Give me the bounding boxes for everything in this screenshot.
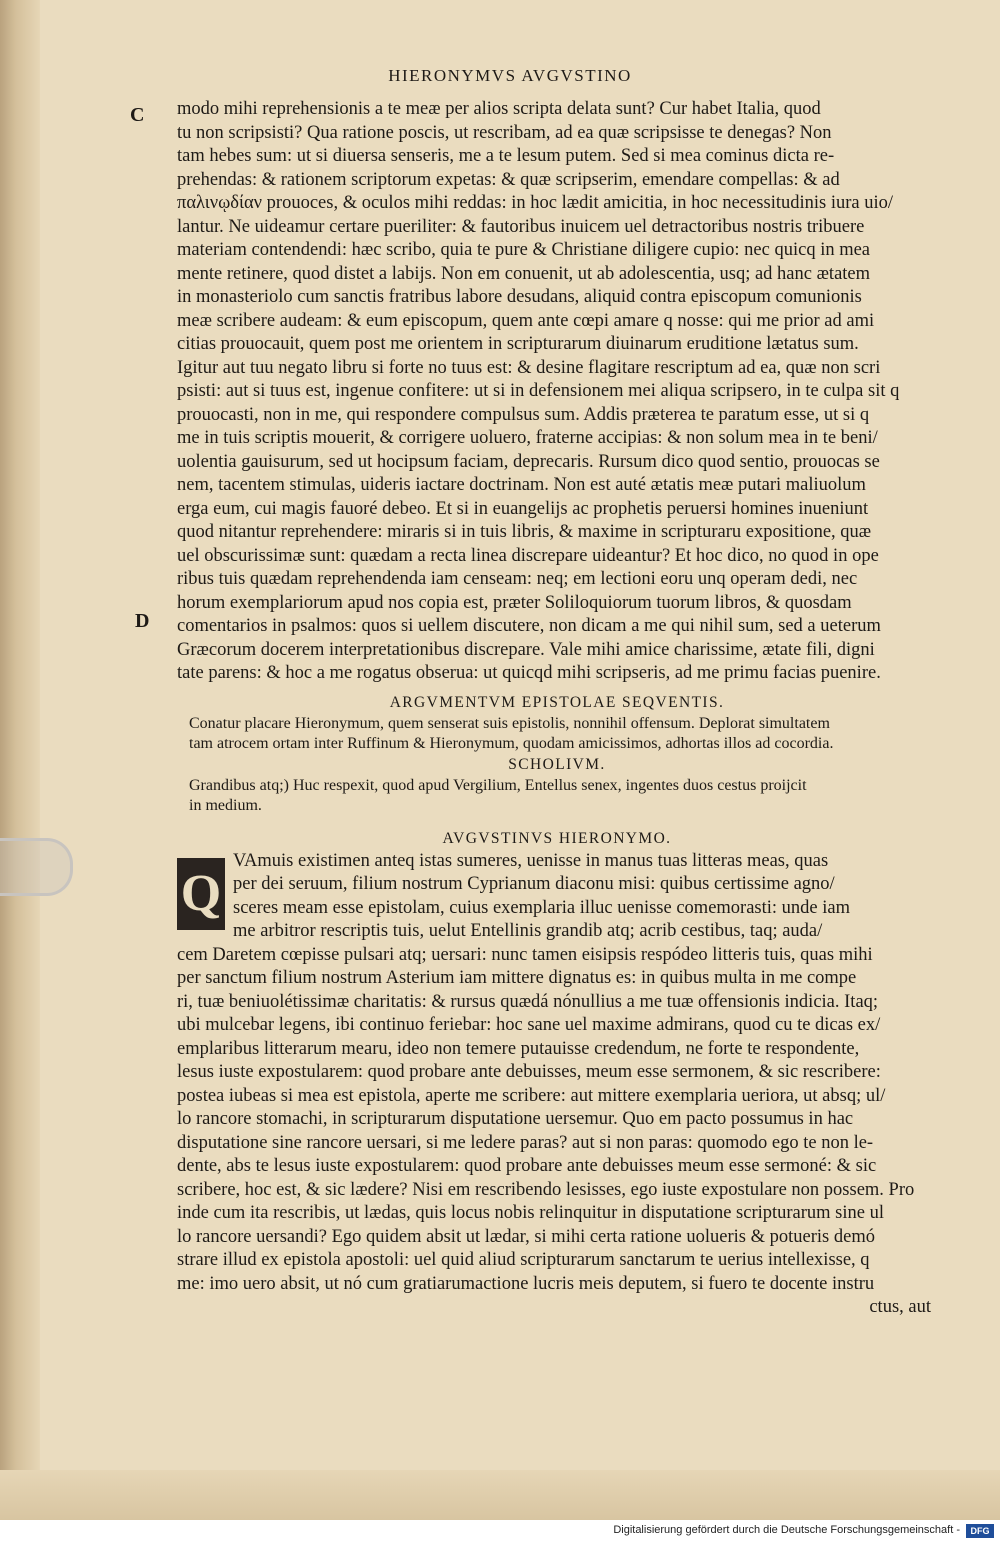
letter-line: postea iubeas si mea est epistola, aperte me scribere: aut mittere exemplaria ueriora, ut absq; ul/: [177, 1085, 886, 1106]
footer-bar: [0, 1520, 1000, 1543]
letter-line: ri, tuæ beniuolétissimæ charitatis: & rursus quædá nónullius a me tuæ offensionis indicia. Itaq;: [177, 991, 879, 1012]
letter-text: [177, 850, 937, 1297]
text-line: παλινῳδίαν prouoces, & oculos mihi reddas: in hoc lædit amicitia, in hoc necessitudinis iura uio/: [177, 193, 893, 213]
text-line: lantur. Ne uideamur certare pueriliter: & fautoribus inuicem uel detractoribus nostris tribuere: [177, 216, 865, 237]
letter-line: lesus iuste expostularem: quod probare ante debuisses, meum esse sermonem, & sic rescribere:: [177, 1062, 881, 1082]
page-gutter: [0, 0, 40, 1520]
running-head: HIERONYMVS AVGVSTINO: [388, 66, 632, 85]
scholium-line: Grandibus atq;) Huc respexit, quod apud Vergilium, Entellus senex, ingentes duos cestus proijcit: [189, 776, 807, 794]
argumentum-text: [177, 714, 937, 754]
text-line: Græcorum docerem interpretationibus discrepare. Vale mihi amice charissime, ætate fili, digni: [177, 639, 875, 660]
letter-line: lo rancore uersandi? Ego quidem absit ut lædar, si mihi certa ratione uolueris & potueris demó: [177, 1226, 875, 1247]
scholium-text: [177, 776, 937, 816]
text-line: nem, tacentem stimulas, uideris iactare doctrinam. Non est auté ætatis meæ putari maliuolum: [177, 475, 866, 495]
text-line: comentarios in psalmos: quos si uellem discutere, non dicam a me qui nihil sum, sed a ueterum: [177, 616, 881, 636]
text-line: in monasteriolo cum sanctis fratribus labore desudans, aliquid contra episcopum comunionis: [177, 287, 862, 307]
text-line: horum exemplariorum apud nos copia est, præter Soliloquiorum tuorum libros, & quosdam: [177, 592, 852, 613]
text-line: prouocasti, non in me, qui respondere compulsus sum. Addis præterea te paratum esse, ut si q: [177, 404, 870, 425]
letter-line: inde cum ita rescribis, ut lædas, quis locus nobis relinquitur in disputatione scripturarum sine ul: [177, 1203, 885, 1223]
argumentum-line: Conatur placare Hieronymum, quem senserat suis epistolis, nonnihil offensum. Deplorat simultatem: [189, 714, 830, 732]
text-line: psisti: aut si tuus est, ingenue confitere: ut si in defensionem mei aliqua scripsero, in te culpa sit q: [177, 381, 900, 401]
footer-credit: Digitalisierung gefördert durch die Deutsche Forschungsgemeinschaft -: [613, 1524, 960, 1536]
letter-line: me arbitror rescriptis tuis, uelut Entellinis grandib atq; acrib cestibus, taq; auda/: [233, 921, 823, 941]
text-line: prehendas: & rationem scriptorum expetas: & quæ scripserim, emendare compellas: & ad: [177, 169, 840, 190]
letter-line: emplaribus litterarum mearu, ideo non temere putauisse credendum, ne forte te respondente,: [177, 1038, 860, 1059]
letter-line: strare illud ex epistola apostoli: uel quid aliud scripturarum sanctarum te uerius intellexisse, q: [177, 1250, 870, 1270]
letter-line: lo rancore stomachi, in scripturarum disputatione uersemur. Quo em pacto possumus in hac: [177, 1109, 854, 1129]
main-text: [177, 98, 937, 1320]
letter-line: cem Daretem cœpisse pulsari atq; uersari: nunc tamen eisipsis respódeo litteris tuis, quas mihi: [177, 944, 873, 965]
text-line: citias prouocauit, quem post me orientem in scripturarum diuinarum eruditione lætatus sum.: [177, 334, 859, 354]
letter-line: VAmuis existimen anteq istas sumeres, uenisse in manus tuas litteras meas, quas: [233, 850, 829, 871]
text-line: uolentia gauisurum, sed ut hocipsum faciam, deprecaris. Rursum dico quod sentio, prouocas se: [177, 451, 880, 472]
text-line: tam hebes sum: ut si diuersa senseris, me a te lesum putem. Sed si mea cominus dicta re-: [177, 146, 835, 166]
text-line: tu non scripsisti? Qua ratione poscis, ut rescribam, ad ea quæ scripsisse te denegas? Non: [177, 122, 832, 143]
text-line: materiam contendendi: hæc scribo, quia te pure & Christiane diligere cupio: nec quicq in mea: [177, 240, 871, 260]
letter-line: sceres meam esse epistolam, cuius exemplaria illuc uenisse comemorasti: unde iam: [233, 897, 850, 918]
letter-line: per sanctum filium nostrum Asterium iam mittere dignatus es: in quibus multa in me compe: [177, 968, 857, 988]
drop-cap-initial: Q: [177, 858, 225, 930]
letter-line: scribere, hoc est, & sic lædere? Nisi em rescribendo lesisses, ego iuste expostulare non possem. Pro: [177, 1179, 915, 1200]
text-line: uel obscurissimæ sunt: quædam a recta linea discrepare uideantur? Et hoc dico, no quod in ope: [177, 545, 879, 566]
text-line: tate parens: & hoc a me rogatus obserua: ut quicqd mihi scripseris, ad me primu facias puenire.: [177, 663, 881, 683]
text-line: mente retinere, quod distet a labijs. Non em conuenit, ut ab adolescentia, usq; ad hanc ætatem: [177, 263, 871, 284]
marginal-letter-d: D: [135, 610, 150, 632]
body-paragraph: [177, 98, 937, 686]
letter-line: dente, abs te lesus iuste expostularem: quod probare ante debuisses meum esse sermoné: & sic: [177, 1156, 877, 1176]
page-bottom-edge: [0, 1470, 1000, 1520]
dfg-logo: DFG: [966, 1524, 994, 1538]
text-line: Igitur aut tuu negato libru si forte no tuus est: & desine flagitare rescriptum ad ea, quæ non scri: [177, 357, 881, 378]
letter-line: ubi mulcebar legens, ibi continuo feriebar: hoc sane uel maxime admirans, quod cu te dicas ex/: [177, 1015, 881, 1035]
scholium-heading: SCHOLIVM.: [508, 755, 606, 773]
letter-line: me: imo uero absit, ut nó cum gratiarumactione lucris meis deputem, si fuero te docente instru: [177, 1273, 875, 1294]
text-line: ribus tuis quædam reprehendenda iam censeam: neq; em lectioni eoru unq operam dedi, nec: [177, 569, 858, 589]
letter-line: per dei seruum, filium nostrum Cyprianum diaconu misi: quibus certissime agno/: [233, 874, 835, 894]
page-clip: [0, 838, 73, 896]
text-line: modo mihi reprehensionis a te meæ per alios scripta delata sunt? Cur habet Italia, quod: [177, 99, 821, 119]
argumentum-line: tam atrocem ortam inter Ruffinum & Hieronymum, quodam amicissimos, adhortas illos ad cocordia.: [189, 734, 834, 752]
text-line: quod nitantur reprehendere: miraris si in tuis libris, & maxime in scripturaru expositione, quæ: [177, 522, 872, 542]
catchword: ctus, aut: [869, 1297, 931, 1317]
argumentum-heading: ARGVMENTVM EPISTOLAE SEQVENTIS.: [389, 693, 725, 711]
letter-line: disputatione sine rancore uersari, si me ledere paras? aut si non paras: quomodo ego te non le-: [177, 1132, 874, 1153]
text-line: erga eum, cui magis fauoré debeo. Et si in euangelijs ac prophetis peruersi homines inueniunt: [177, 498, 869, 519]
letter-heading: AVGVSTINVS HIERONYMO.: [442, 829, 672, 847]
marginal-letter-c: C: [130, 104, 145, 126]
text-line: me in tuis scriptis mouerit, & corrigere uoluero, fraterne accipias: & non solum mea in te beni/: [177, 428, 878, 448]
text-line: meæ scribere audeam: & eum episcopum, quem ante cœpi amare q nosse: qui me prior ad ami: [177, 310, 875, 331]
scholium-line: in medium.: [189, 796, 262, 814]
